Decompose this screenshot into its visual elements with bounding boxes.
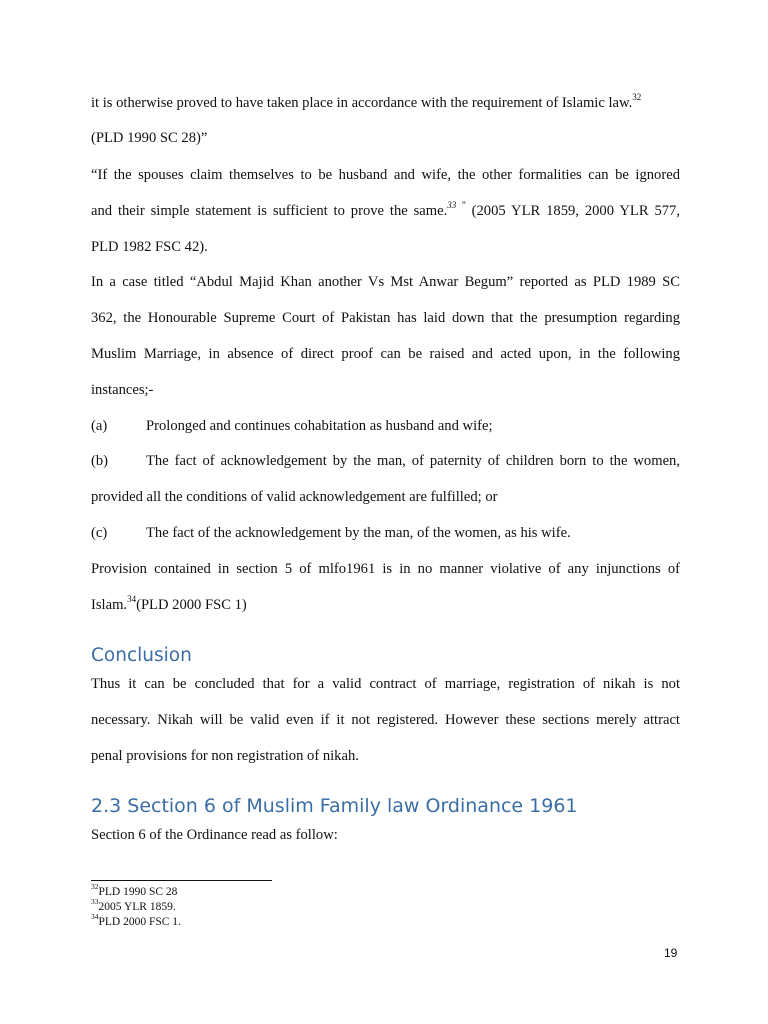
list-label: (c) [91, 525, 108, 541]
body-line: In a case titled “Abdul Majid Khan another Vs Mst Anwar Begum” reported as PLD 1989 SC [91, 274, 680, 290]
body-line: Muslim Marriage, in absence of direct proof can be raised and acted upon, in the following [91, 346, 680, 362]
body-line: it is otherwise proved to have taken place in accordance with the requirement of Islamic law.$^{32}$ [91, 92, 642, 111]
body-line: Islam.$^{34}$(PLD 2000 FSC 1) [91, 594, 247, 613]
body-line: instances;- [91, 382, 154, 398]
body-line: provided all the conditions of valid acknowledgement are fulfilled; or [91, 489, 498, 505]
body-line: and their simple statement is sufficient to prove the same.$^{33 ”}$ (2005 YLR 1859, 2000 YLR 577, [91, 200, 680, 219]
footnote-divider [91, 880, 272, 881]
list-item-b [91, 452, 680, 470]
list-item-c [91, 524, 680, 542]
list-text: The fact of acknowledgement by the man, of paternity of children born to the women, [146, 453, 680, 469]
footnote: $^{34}$PLD 2000 FSC 1. [91, 912, 181, 928]
body-line: necessary. Nikah will be valid even if it not registered. However these sections merely attract [91, 712, 680, 728]
body-line: Provision contained in section 5 of mlfo1961 is in no manner violative of any injunctions of [91, 561, 680, 577]
footnote-ref: 34 [127, 594, 137, 605]
body-line: penal provisions for non registration of nikah. [91, 748, 359, 764]
body-line: Thus it can be concluded that for a valid contract of marriage, registration of nikah is not [91, 676, 680, 692]
list-text: Prolonged and continues cohabitation as husband and wife; [146, 418, 493, 434]
body-line: (PLD 1990 SC 28)” [91, 130, 208, 146]
conclusion-heading: Conclusion [91, 645, 192, 666]
body-line: “If the spouses claim themselves to be husband and wife, the other formalities can be ignored [91, 167, 680, 183]
footnote: $^{33}$2005 YLR 1859. [91, 897, 176, 913]
page-number: 19 [664, 946, 678, 960]
list-label: (a) [91, 418, 108, 434]
footnote-ref: 32 [632, 92, 642, 103]
body-line: 362, the Honourable Supreme Court of Pakistan has laid down that the presumption regarding [91, 310, 680, 326]
footnote: $^{32}$PLD 1990 SC 28 [91, 882, 178, 898]
section-heading: 2.3 Section 6 of Muslim Family law Ordinance 1961 [91, 795, 578, 817]
list-item-a [91, 417, 680, 435]
list-label: (b) [91, 453, 109, 469]
body-line: Section 6 of the Ordinance read as follow: [91, 827, 338, 843]
body-line: PLD 1982 FSC 42). [91, 239, 208, 255]
list-text: The fact of the acknowledgement by the man, of the women, as his wife. [146, 525, 571, 541]
footnote-ref: 33 ” [447, 200, 466, 211]
